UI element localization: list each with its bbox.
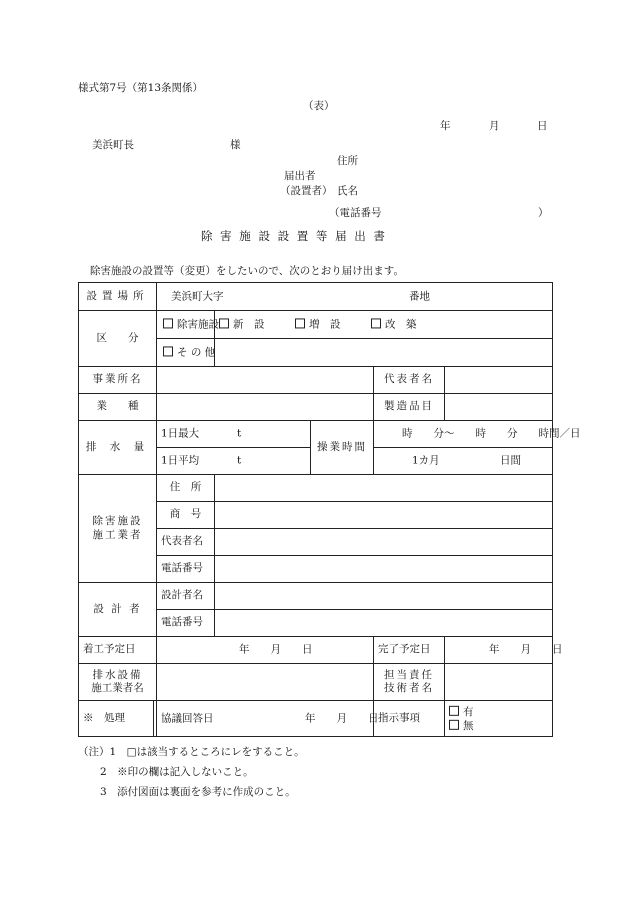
drain-contractor-field[interactable] xyxy=(157,664,374,701)
category-other-cell[interactable] xyxy=(157,339,215,367)
instruction-label: 指示事項 xyxy=(374,701,445,737)
contractor-phone-field[interactable] xyxy=(215,556,553,583)
table-row xyxy=(79,701,553,737)
consult-cell xyxy=(157,701,379,737)
designer-name-field[interactable] xyxy=(215,583,553,610)
drain-volume-label: 排 水 量 xyxy=(79,421,157,475)
contractor-trade-name-field[interactable] xyxy=(215,502,553,529)
consult-date-ymd: 年 月 日 xyxy=(305,711,379,724)
front-side-label: （表） xyxy=(303,100,335,112)
start-date-ymd: 年 月 日 xyxy=(239,643,313,656)
contractor-address-label: 住 所 xyxy=(157,475,215,502)
complete-date-ymd: 年 月 日 xyxy=(489,643,563,656)
daily-avg-field[interactable] xyxy=(157,448,311,475)
category-removal-option[interactable] xyxy=(163,318,219,331)
contractor-rep-label: 代表者名 xyxy=(157,529,215,556)
notes-section xyxy=(78,744,305,804)
drain-contractor-label-line1: 排水設備 xyxy=(92,668,143,681)
industry-label: 業 種 xyxy=(79,394,157,421)
checkbox-icon[interactable] xyxy=(449,705,459,715)
installer-label: （設置者） xyxy=(280,185,333,197)
consult-divider xyxy=(153,701,154,736)
contractor-label xyxy=(79,475,157,583)
month-label: 1カ月 xyxy=(412,454,440,467)
category-removal-cell[interactable] xyxy=(157,311,219,339)
daily-avg-label: 1日平均 xyxy=(161,454,200,467)
contractor-label-line2: 施工業者 xyxy=(92,528,143,541)
table-row xyxy=(79,583,553,610)
table-row xyxy=(79,475,553,502)
option-label: 増 設 xyxy=(309,317,341,330)
daily-max-field[interactable] xyxy=(157,421,311,448)
start-date-field[interactable] xyxy=(157,637,374,664)
office-name-field[interactable] xyxy=(157,367,374,394)
operating-hours-label: 操業時間 xyxy=(311,421,374,475)
representative-field[interactable] xyxy=(445,367,553,394)
intro-text: 除害施設の設置等（変更）をしたいので、次のとおり届け出ます。 xyxy=(90,265,404,277)
consult-label: 協議回答日 xyxy=(161,711,214,724)
category-other-field[interactable] xyxy=(215,339,553,367)
days-label: 日間 xyxy=(500,454,521,467)
representative-label: 代表者名 xyxy=(374,367,445,394)
contractor-trade-name-label: 商 号 xyxy=(157,502,215,529)
option-label: 無 xyxy=(463,719,474,732)
complete-date-field[interactable] xyxy=(445,637,563,664)
option-label: そ の 他 xyxy=(177,345,216,358)
engineer-label xyxy=(374,664,445,701)
complete-date-label: 完了予定日 xyxy=(374,637,445,664)
option-other[interactable] xyxy=(163,346,215,359)
hours-per-day-text: 時 分～ 時 分 時間／日 xyxy=(402,427,581,440)
note-3: 3 添付図面は裏面を参考に作成のこと。 xyxy=(100,786,296,798)
option-modification[interactable] xyxy=(371,318,417,331)
notification-form-table xyxy=(78,282,581,737)
instruction-no[interactable] xyxy=(449,719,474,733)
engineer-field[interactable] xyxy=(445,664,553,701)
option-new[interactable] xyxy=(219,318,265,331)
phone-label: （電話番号 xyxy=(329,207,382,219)
phone-close: ） xyxy=(538,207,549,219)
date-year-label: 年 xyxy=(440,120,451,132)
unit-label: t xyxy=(237,454,242,467)
table-row xyxy=(79,664,553,701)
product-label: 製造品目 xyxy=(374,394,445,421)
drain-contractor-label-line2: 施工業者名 xyxy=(91,682,144,694)
banchi-label: 番地 xyxy=(409,289,430,302)
option-expansion[interactable] xyxy=(295,318,341,331)
drain-contractor-label xyxy=(79,664,157,701)
location-label: 設置場所 xyxy=(79,283,157,311)
date-month-label: 月 xyxy=(489,120,500,132)
designer-phone-field[interactable] xyxy=(215,610,553,637)
designer-label: 設 計 者 xyxy=(79,583,157,637)
addressee: 美浜町長 xyxy=(92,139,134,151)
table-row xyxy=(79,283,553,311)
location-prefix: 美浜町大字 xyxy=(171,289,224,302)
option-label: 改 築 xyxy=(385,317,417,330)
contractor-rep-field[interactable] xyxy=(215,529,553,556)
table-row xyxy=(79,311,553,339)
daily-max-label: 1日最大 xyxy=(161,427,200,440)
table-row xyxy=(79,637,553,664)
category-type-cell xyxy=(215,311,553,339)
contractor-label-line1: 除害施設 xyxy=(92,515,143,528)
hours-per-day-field[interactable] xyxy=(374,421,581,448)
checkbox-icon[interactable] xyxy=(163,346,173,356)
document-title: 除 害 施 設 設 置 等 届 出 書 xyxy=(201,229,387,243)
notifier-label: 届出者 xyxy=(284,170,316,182)
checkbox-icon[interactable] xyxy=(219,318,229,328)
honorific: 様 xyxy=(230,139,241,151)
days-per-month-field[interactable] xyxy=(374,448,553,475)
checkbox-icon[interactable] xyxy=(449,720,459,730)
industry-field[interactable] xyxy=(157,394,374,421)
option-label: 除害施設 xyxy=(177,317,219,330)
table-row xyxy=(79,367,553,394)
note-2: 2 ※印の欄は記入しないこと。 xyxy=(100,766,254,778)
location-field[interactable] xyxy=(157,283,553,311)
option-label: 有 xyxy=(463,705,474,718)
checkbox-icon[interactable] xyxy=(371,318,381,328)
contractor-address-field[interactable] xyxy=(215,475,553,502)
product-field[interactable] xyxy=(445,394,553,421)
contractor-phone-label: 電話番号 xyxy=(157,556,215,583)
note-1: （注）1 □は該当するところにレをすること。 xyxy=(78,746,305,758)
instruction-options xyxy=(449,704,474,732)
engineer-label-line1: 担当責任 xyxy=(384,668,434,681)
checkbox-icon[interactable] xyxy=(295,318,305,328)
checkbox-icon[interactable] xyxy=(163,318,173,328)
unit-label: t xyxy=(237,427,242,440)
form-number: 様式第7号（第13条関係） xyxy=(78,82,204,94)
designer-phone-label: 電話番号 xyxy=(157,610,215,637)
instruction-yes[interactable] xyxy=(449,704,474,718)
instruction-field xyxy=(445,701,553,737)
name-label: 氏名 xyxy=(337,185,358,197)
table-row xyxy=(79,421,553,448)
start-date-label: 着工予定日 xyxy=(79,637,157,664)
engineer-label-line2: 技術者名 xyxy=(384,682,434,694)
option-label: 新 設 xyxy=(233,317,265,330)
address-label: 住所 xyxy=(337,155,358,167)
designer-name-label: 設計者名 xyxy=(157,583,215,610)
category-label: 区 分 xyxy=(79,311,157,367)
processing-label: ※ 処理 xyxy=(79,701,157,737)
date-day-label: 日 xyxy=(537,120,548,132)
office-name-label: 事業所名 xyxy=(79,367,157,394)
table-row xyxy=(79,394,553,421)
